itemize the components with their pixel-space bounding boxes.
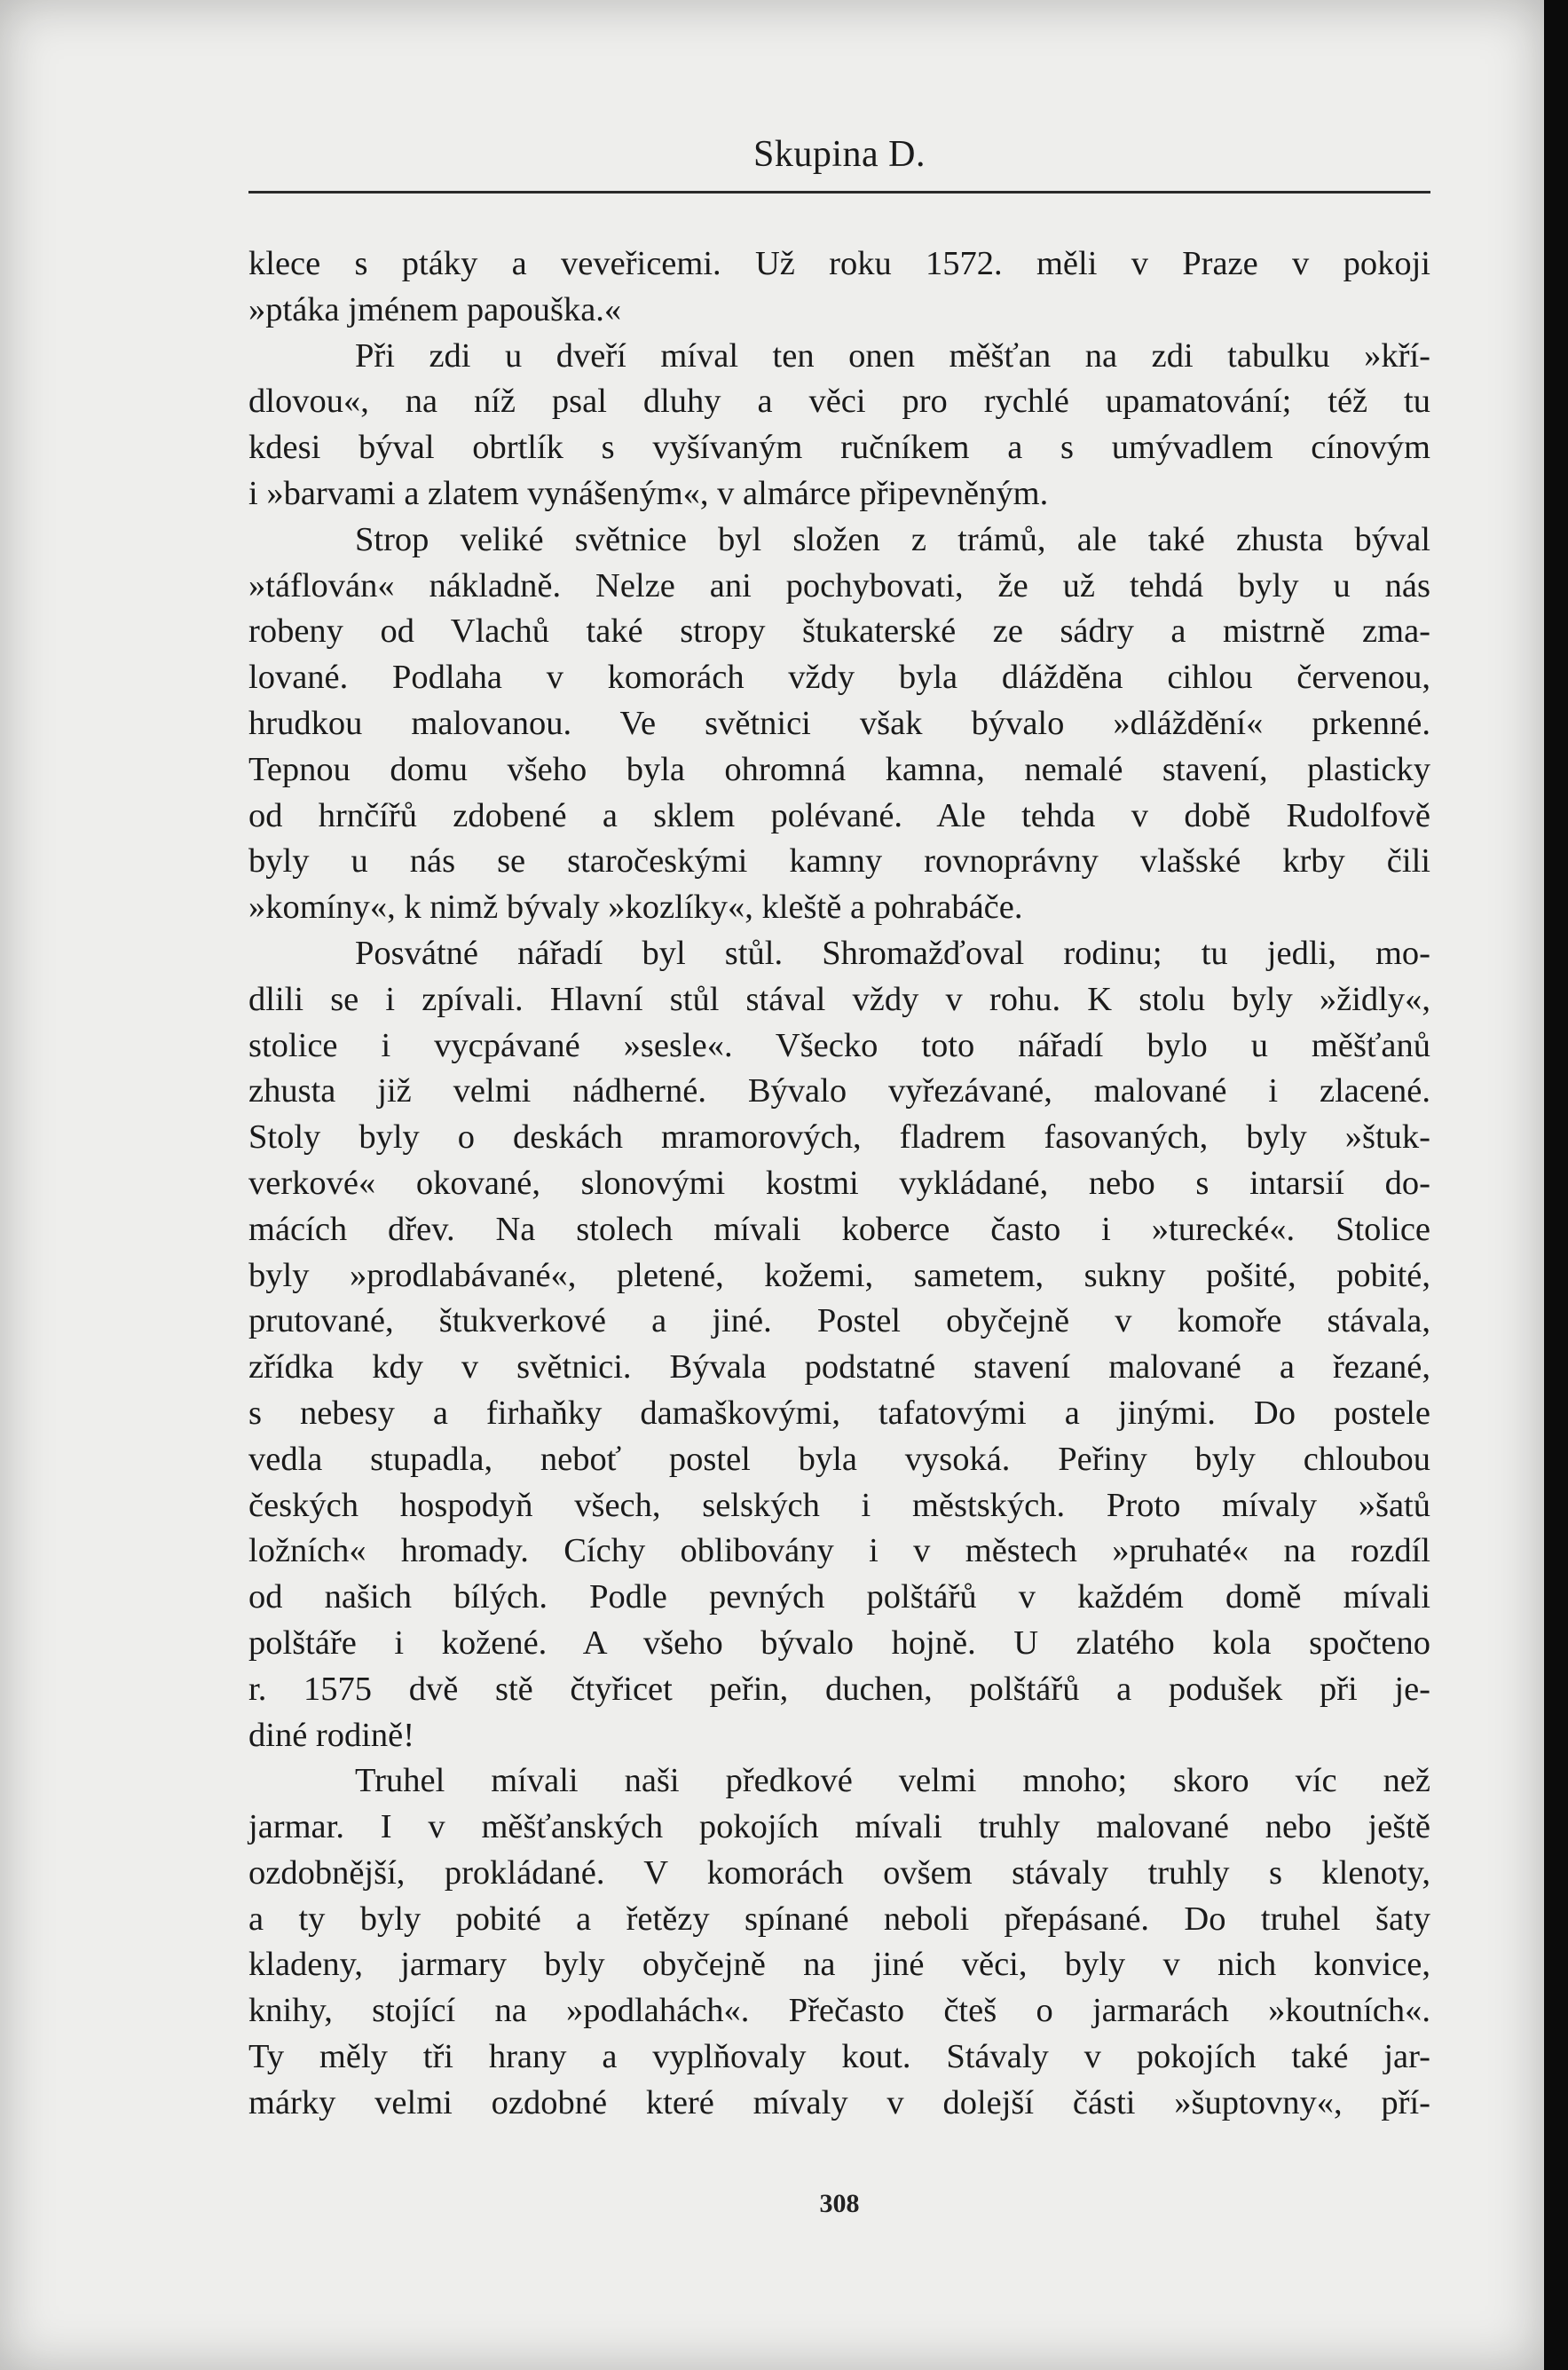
text-line: kdesi býval obrtlík s vyšívaným ručníkem a s umývadlem cínovým: [248, 429, 1430, 467]
text-line: byly u nás se staročeskými kamny rovnoprávny vlašské krby čili: [248, 842, 1430, 881]
page-number: 308: [819, 2189, 860, 2218]
text-line: ozdobnější, prokládané. V komorách ovšem stávaly truhly s klenoty,: [248, 1853, 1430, 1892]
text-line: i »barvami a zlatem vynášeným«, v almárce připevněným.: [248, 474, 1049, 512]
text-line: s nebesy a firhaňky damaškovými, tafatovými a jinými. Do postele: [248, 1394, 1430, 1432]
text-line: zřídka kdy v světnici. Bývala podstatné stavení malované a řezané,: [248, 1348, 1430, 1386]
text-line: Truhel mívali naši předkové velmi mnoho; skoro víc než: [355, 1762, 1430, 1800]
text-line: prutované, štukverkové a jiné. Postel obyčejně v komoře stávala,: [248, 1302, 1430, 1340]
text-line: knihy, stojící na »podlahách«. Přečasto čteš o jarmarách »koutních«.: [248, 1992, 1430, 2030]
text-line: českých hospodyň všech, selských i městských. Proto mívaly »šatů: [248, 1486, 1430, 1524]
text-line: Stoly byly o deskách mramorových, fladrem fasovaných, byly »štuk-: [248, 1118, 1430, 1157]
text-line: verkové« okované, slonovými kostmi vykládané, nebo s intarsií do-: [248, 1164, 1430, 1202]
text-line: »táflován« nákladně. Nelze ani pochybovati, že už tehdá byly u nás: [248, 566, 1430, 604]
text-line: stolice i vycpávané »sesle«. Všecko toto nářadí bylo u měšťanů: [248, 1026, 1430, 1064]
text-line: »komíny«, k nimž bývaly »kozlíky«, kleště a pohrabáče.: [248, 889, 1023, 927]
text-line: »ptáka jménem papouška.«: [248, 290, 622, 328]
text-line: diné rodině!: [248, 1716, 415, 1754]
text-line: dlili se i zpívali. Hlavní stůl stával vždy v rohu. K stolu byly »židly«,: [248, 980, 1430, 1018]
text-line: kladeny, jarmary byly obyčejně na jiné věci, byly v nich konvice,: [248, 1946, 1430, 1984]
text-line: r. 1575 dvě stě čtyřicet peřin, duchen, polštářů a podušek při je-: [248, 1670, 1430, 1708]
text-line: vedla stupadla, neboť postel byla vysoká. Peřiny byly chloubou: [248, 1440, 1430, 1478]
text-line: od našich bílých. Podle pevných polštářů v každém domě mívali: [248, 1578, 1430, 1616]
text-line: byly »prodlabávané«, pletené, kožemi, sametem, sukny pošité, pobité,: [248, 1256, 1430, 1294]
text-line: polštáře i kožené. A všeho bývalo hojně. U zlatého kola spočteno: [248, 1623, 1430, 1662]
text-line: hrudkou malovanou. Ve světnici však bývalo »dláždění« prkenné.: [248, 704, 1430, 742]
text-line: márky velmi ozdobné které mívaly v dolejší části »šuptovny«, pří-: [248, 2083, 1430, 2121]
text-line: Ty měly tři hrany a vyplňovaly kout. Stávaly v pokojích také jar-: [248, 2038, 1430, 2076]
body-text: [248, 241, 1430, 2127]
text-line: Při zdi u dveří míval ten onen měšťan na zdi tabulku »kří-: [355, 336, 1430, 375]
text-line: Strop veliké světnice byl složen z trámů, ale také zhusta býval: [355, 520, 1430, 558]
text-line: dlovou«, na níž psal dluhy a věci pro rychlé upamatování; též tu: [248, 383, 1430, 421]
scan-edge: [1544, 0, 1568, 2370]
text-line: lované. Podlaha v komorách vždy byla dlážděna cihlou červenou,: [248, 659, 1430, 697]
header-rule: [248, 191, 1430, 194]
text-line: robeny od Vlachů také stropy štukaterské ze sádry a mistrně zma-: [248, 612, 1430, 651]
text-line: klece s ptáky a veveřicemi. Už roku 1572. měli v Praze v pokoji: [248, 245, 1430, 282]
text-line: mácích dřev. Na stolech mívali koberce často i »turecké«. Stolice: [248, 1210, 1430, 1248]
text-line: jarmar. I v měšťanských pokojích mívali truhly malované nebo ještě: [248, 1808, 1430, 1846]
text-line: a ty byly pobité a řetězy spínané neboli přepásané. Do truhel šaty: [248, 1900, 1430, 1938]
running-title: Skupina D.: [753, 134, 926, 175]
text-line: Posvátné nářadí byl stůl. Shromažďoval rodinu; tu jedli, mo-: [355, 934, 1430, 972]
text-line: od hrnčířů zdobené a sklem polévané. Ale tehda v době Rudolfově: [248, 796, 1430, 834]
text-line: zhusta již velmi nádherné. Bývalo vyřezávané, malované i zlacené.: [248, 1072, 1430, 1110]
text-line: Tepnou domu všeho byla ohromná kamna, nemalé stavení, plasticky: [248, 750, 1430, 788]
text-line: ložních« hromady. Cíchy oblibovány i v městech »pruhaté« na rozdíl: [248, 1532, 1430, 1570]
